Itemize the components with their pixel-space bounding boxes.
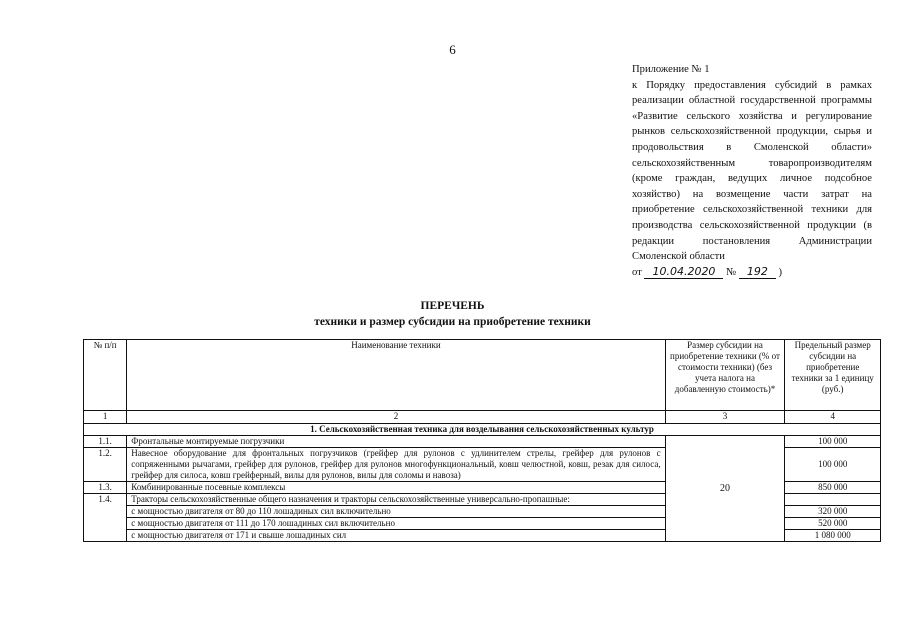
header-percent: Размер субсидии на приобретение техники (% от стоимости техники) (без учета налога на добавленную стоимость)* [665, 340, 785, 411]
closing-paren: ) [778, 266, 783, 278]
column-number: 1 [84, 411, 127, 424]
table-row [84, 436, 881, 448]
number-prefix: № [726, 266, 737, 278]
row-number: 1.1. [84, 436, 127, 448]
row-number: 1.3. [84, 482, 127, 494]
row-max-subsidy: 100 000 [785, 436, 881, 448]
section-row [84, 424, 881, 436]
subrow-max-subsidy: 520 000 [785, 518, 881, 530]
row-number: 1.4. [84, 494, 127, 542]
handwritten-number: 192 [739, 266, 776, 279]
header-max-subsidy: Предельный размер субсидии на приобретение техники за 1 единицу (руб.) [785, 340, 881, 411]
appendix-block [632, 62, 872, 280]
column-number: 3 [665, 411, 785, 424]
header-num: № п/п [84, 340, 127, 411]
header-name: Наименование техники [127, 340, 665, 411]
column-number: 2 [127, 411, 665, 424]
subrow-name: с мощностью двигателя от 171 и свыше лошадиных сил [127, 530, 665, 542]
list-title-line2: техники и размер субсидии на приобретение техники [314, 316, 591, 328]
subrow-name: с мощностью двигателя от 111 до 170 лошадиных сил включительно [127, 518, 665, 530]
date-prefix: от [632, 266, 642, 278]
handwritten-date: 10.04.2020 [644, 266, 723, 279]
column-number: 4 [785, 411, 881, 424]
section-title: 1. Сельскохозяйственная техника для возделывания сельскохозяйственных культур [84, 424, 881, 436]
subrow-max-subsidy: 1 080 000 [785, 530, 881, 542]
table-header-row [84, 340, 881, 411]
row-max-subsidy [785, 494, 881, 506]
appendix-date-line [632, 265, 872, 281]
row-name: Навесное оборудование для фронтальных погрузчиков (грейфер для рулонов с удлинителем стрелы, грейфер для рулонов с сопряженными рычагами, грейфер для рулонов, грейфер для рулонов многофункциональный, ковш челюстной, ковш, резак для силоса, грейфер для силоса, ковш грейферный, вилы для рулонов, вилы для соломы и навоза) [127, 448, 665, 482]
appendix-text: к Порядку предоставления субсидий в рамках реализации областной государственной программы «Развитие сельского хозяйства и регулирование рынков сельскохозяйственной продукции, сырья и продовольствия в Смоленской области» сельскохозяйственным товаропроизводителям (кроме граждан, ведущих личное подсобное хозяйство) на возмещение части затрат на приобретение сельскохозяйственной техники для производства сельскохозяйственной продукции (в редакции постановления Администрации Смоленской области [632, 79, 872, 263]
column-numbers-row [84, 411, 881, 424]
subsidy-percent: 20 [665, 436, 785, 542]
subrow-max-subsidy: 320 000 [785, 506, 881, 518]
row-max-subsidy: 850 000 [785, 482, 881, 494]
row-name: Фронтальные монтируемые погрузчики [127, 436, 665, 448]
appendix-title: Приложение № 1 [632, 64, 710, 75]
page-number: 6 [449, 42, 456, 57]
list-title [0, 298, 905, 330]
equipment-table [83, 339, 881, 542]
subrow-name: с мощностью двигателя от 80 до 110 лошадиных сил включительно [127, 506, 665, 518]
row-name: Комбинированные посевные комплексы [127, 482, 665, 494]
row-name: Тракторы сельскохозяйственные общего назначения и тракторы сельскохозяйственные универсально-пропашные: [127, 494, 665, 506]
row-number: 1.2. [84, 448, 127, 482]
row-max-subsidy: 100 000 [785, 448, 881, 482]
list-title-line1: ПЕРЕЧЕНЬ [420, 300, 485, 312]
